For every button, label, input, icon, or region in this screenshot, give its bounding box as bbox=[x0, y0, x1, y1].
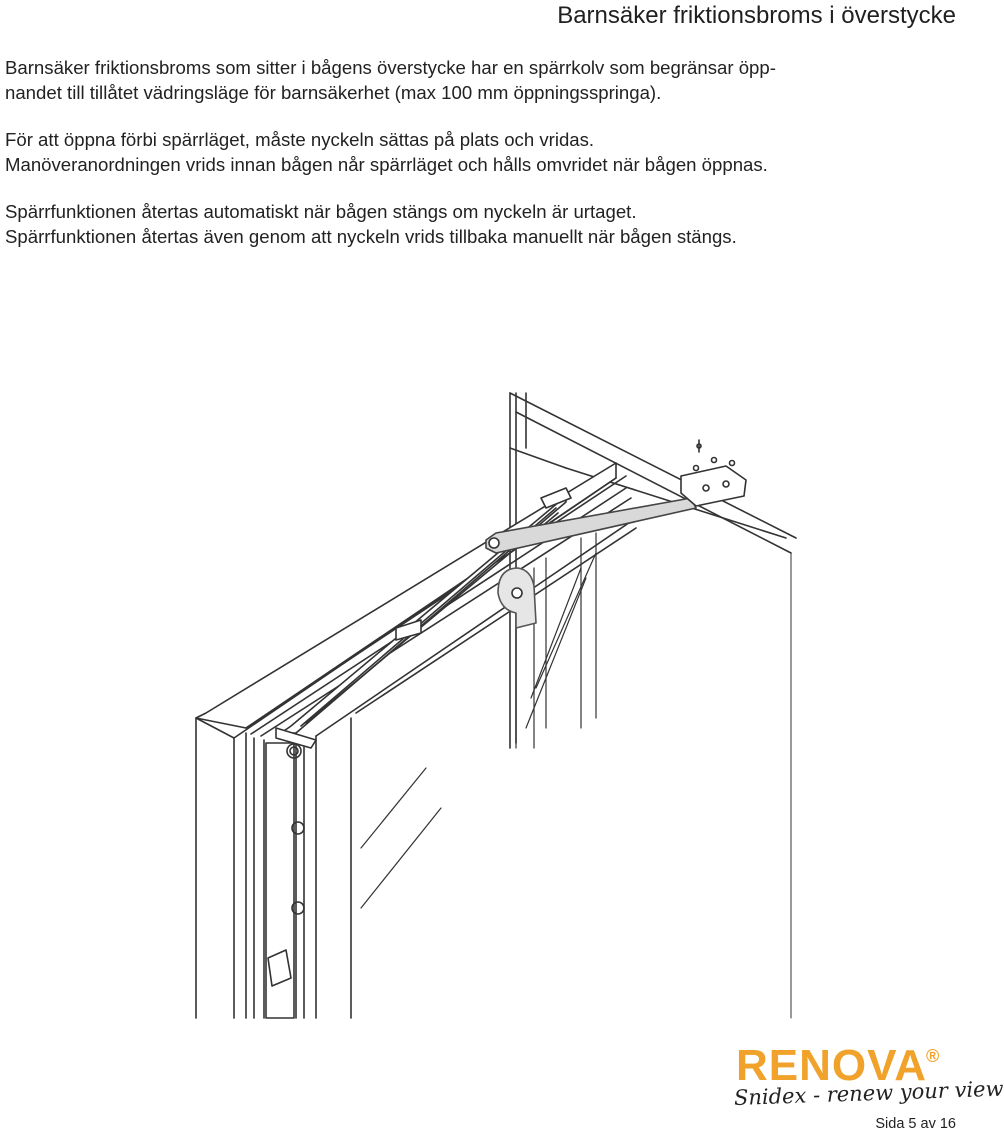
paragraph-1 bbox=[5, 56, 950, 105]
glass-reflections bbox=[361, 533, 596, 908]
paragraph-2 bbox=[5, 128, 950, 177]
page-title: Barnsäker friktionsbroms i överstycke bbox=[557, 2, 956, 29]
logo-slogan: Snidex - renew your view bbox=[733, 1076, 1004, 1110]
paragraph-line: Manöveranordningen vrids innan bågen når spärrläget och hålls omvridet när bågen öppnas. bbox=[5, 153, 768, 175]
paragraph-3 bbox=[5, 200, 950, 249]
logo-wordmark: RENOVA bbox=[736, 1041, 927, 1090]
registered-mark: ® bbox=[926, 1046, 940, 1066]
key-knob bbox=[498, 568, 536, 628]
window-sash bbox=[196, 463, 636, 1018]
paragraph-line: Barnsäker friktionsbroms som sitter i bågens överstycke har en spärrkolv som begränsar öpp- bbox=[5, 57, 776, 78]
paragraph-line: Spärrfunktionen återtas även genom att nyckeln vrids tillbaka manuellt när bågen stängs. bbox=[5, 225, 737, 247]
sash-hardware bbox=[266, 728, 316, 1018]
paragraph-line: nandet till tillåtet vädringsläge för barnsäkerhet (max 100 mm öppningsspringa). bbox=[5, 81, 662, 103]
paragraph-line: För att öppna förbi spärrläget, måste nyckeln sättas på plats och vridas. bbox=[5, 129, 595, 150]
paragraph-line: Spärrfunktionen återtas automatiskt när bågen stängs om nyckeln är urtaget. bbox=[5, 201, 637, 222]
window-frame bbox=[510, 393, 796, 1018]
body-text bbox=[5, 56, 950, 272]
renova-logo bbox=[730, 1041, 1004, 1116]
window-friction-brake-illustration bbox=[186, 388, 826, 1018]
frame-bracket bbox=[681, 440, 746, 506]
page-number: Sida 5 av 16 bbox=[875, 1116, 956, 1132]
